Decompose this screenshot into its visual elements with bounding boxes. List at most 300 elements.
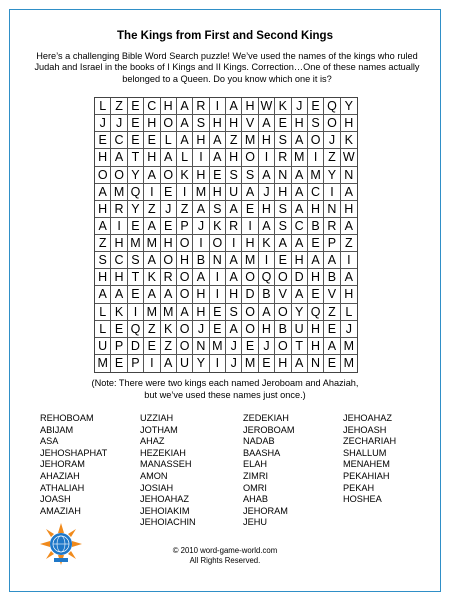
word-list-item: SHALLUM [343,447,387,458]
grid-cell[interactable]: K [341,132,357,149]
grid-cell[interactable]: A [193,201,209,218]
grid-cell[interactable]: P [128,355,144,372]
grid-cell[interactable]: Z [95,235,111,252]
grid-cell[interactable]: O [161,167,177,184]
grid-cell[interactable]: Q [324,98,340,115]
grid-cell[interactable]: E [144,132,160,149]
word-list-column-2 [140,413,196,529]
grid-cell[interactable]: I [144,184,160,201]
word-list-item: JEHOIAKIM [140,505,190,516]
grid-cell[interactable]: Z [324,304,340,321]
grid-cell[interactable]: C [308,184,324,201]
grid-cell[interactable]: B [324,269,340,286]
grid-cell[interactable]: M [210,338,226,355]
grid-cell[interactable]: V [275,286,291,303]
grid-cell[interactable]: W [341,149,357,166]
grid-cell[interactable]: K [259,235,275,252]
grid-cell[interactable]: Y [292,304,308,321]
grid-cell[interactable]: S [275,201,291,218]
grid-cell[interactable]: C [111,252,127,269]
grid-cell[interactable]: O [242,321,258,338]
grid-cell[interactable]: U [226,184,242,201]
grid-cell[interactable]: I [324,184,340,201]
grid-cell[interactable]: O [177,286,193,303]
grid-cell[interactable]: E [242,338,258,355]
grid-cell[interactable]: H [341,286,357,303]
grid-cell[interactable]: E [275,252,291,269]
grid-cell[interactable]: A [292,286,308,303]
word-list-item: AHAB [243,494,269,505]
grid-cell[interactable]: P [324,235,340,252]
grid-cell[interactable]: A [161,149,177,166]
grid-cell[interactable]: A [259,304,275,321]
grid-cell[interactable]: Q [128,321,144,338]
grid-cell[interactable]: C [144,98,160,115]
grid-cell[interactable]: A [259,218,275,235]
grid-cell[interactable]: I [210,98,226,115]
grid-cell[interactable]: O [308,132,324,149]
grid-cell[interactable]: H [210,184,226,201]
grid-cell[interactable]: T [128,269,144,286]
grid-cell[interactable]: D [128,338,144,355]
note-line-2: but we’ve used these names just once.) [144,389,306,400]
grid-cell[interactable]: H [111,269,127,286]
grid-cell[interactable]: E [111,355,127,372]
grid-cell[interactable]: H [292,115,308,132]
grid-cell[interactable]: O [275,304,291,321]
grid-cell[interactable]: A [177,115,193,132]
grid-cell[interactable]: E [161,184,177,201]
grid-cell[interactable]: H [161,235,177,252]
grid-cell[interactable]: A [210,132,226,149]
grid-cell[interactable]: E [128,218,144,235]
grid-cell[interactable]: H [144,115,160,132]
word-list-item: ABIJAM [40,424,74,435]
grid-cell[interactable]: E [210,304,226,321]
word-list-item: ZECHARIAH [343,436,397,447]
grid-cell[interactable]: Y [128,201,144,218]
grid-cell[interactable]: A [292,235,308,252]
grid-cell[interactable]: Q [259,269,275,286]
grid-cell[interactable]: L [95,321,111,338]
grid-cell[interactable]: I [210,355,226,372]
grid-cell[interactable]: E [324,321,340,338]
grid-cell[interactable]: H [242,98,258,115]
grid-cell[interactable]: I [259,149,275,166]
word-list-item: JOSIAH [140,482,174,493]
grid-cell[interactable]: A [144,218,160,235]
grid-cell[interactable]: E [161,218,177,235]
grid-cell[interactable]: J [226,338,242,355]
grid-cell[interactable]: U [177,355,193,372]
grid-cell[interactable]: S [193,115,209,132]
grid-cell[interactable]: J [324,132,340,149]
grid-cell[interactable]: A [177,132,193,149]
grid-cell[interactable]: D [292,269,308,286]
grid-cell[interactable]: O [242,304,258,321]
grid-cell[interactable]: J [341,321,357,338]
grid-cell[interactable]: E [259,355,275,372]
grid-cell[interactable]: H [226,115,242,132]
grid-cell[interactable]: O [177,269,193,286]
grid-cell[interactable]: E [308,235,324,252]
footer [0,546,450,566]
grid-cell[interactable]: I [210,269,226,286]
grid-cell[interactable]: A [161,355,177,372]
word-list-item: JOTHAM [140,424,178,435]
grid-cell[interactable]: T [128,149,144,166]
grid-cell[interactable]: M [144,304,160,321]
grid-cell[interactable]: B [193,252,209,269]
grid-cell[interactable]: A [341,184,357,201]
grid-cell[interactable]: S [226,167,242,184]
grid-cell[interactable]: S [128,252,144,269]
grid-cell[interactable]: M [343,356,355,371]
grid-cell[interactable]: K [111,304,127,321]
grid-cell[interactable]: K [275,98,291,115]
grid-cell[interactable]: P [177,218,193,235]
grid-cell[interactable]: H [308,321,324,338]
grid-cell[interactable]: K [177,167,193,184]
grid-cell[interactable]: H [259,321,275,338]
word-list-item: JEROBOAM [243,424,295,435]
grid-cell[interactable]: J [259,338,275,355]
grid-cell[interactable]: E [95,132,111,149]
grid-cell[interactable]: J [111,115,127,132]
grid-cell[interactable]: H [341,115,357,132]
grid-cell[interactable]: H [308,201,324,218]
grid-cell[interactable]: O [95,167,111,184]
grid-cell[interactable]: H [226,286,242,303]
word-list-item: PEKAH [343,482,375,493]
word-list-item: JEHOSHAPHAT [40,447,108,458]
grid-cell[interactable]: M [292,149,308,166]
grid-cell[interactable]: S [210,201,226,218]
word-list-item: MENAHEM [343,459,390,470]
grid-cell[interactable]: E [111,321,127,338]
grid-cell[interactable]: A [193,269,209,286]
grid-cell[interactable]: O [177,321,193,338]
grid-cell[interactable]: H [275,184,291,201]
grid-cell[interactable]: P [111,338,127,355]
grid-cell[interactable]: M [144,235,160,252]
grid-cell[interactable]: J [95,115,111,132]
grid-cell[interactable]: U [95,338,111,355]
grid-cell[interactable]: A [292,355,308,372]
grid-cell[interactable]: J [292,98,308,115]
grid-cell[interactable]: Z [161,338,177,355]
word-search-grid [94,97,358,373]
grid-cell[interactable]: J [193,321,209,338]
grid-cell[interactable]: E [308,286,324,303]
grid-cell[interactable]: Z [226,132,242,149]
grid-cell[interactable]: A [95,184,111,201]
grid-cell[interactable]: A [210,149,226,166]
grid-cell[interactable]: Q [128,184,144,201]
grid-cell[interactable]: S [95,252,111,269]
grid-cell[interactable]: H [95,149,111,166]
grid-cell[interactable]: A [226,252,242,269]
word-list-item: JEHORAM [243,505,288,516]
grid-cell[interactable]: K [161,321,177,338]
grid-cell[interactable]: N [275,167,291,184]
grid-cell[interactable]: M [242,132,258,149]
word-list-item: JEHU [243,517,267,528]
grid-cell[interactable]: J [193,218,209,235]
grid-cell[interactable]: Z [324,149,340,166]
grid-cell[interactable]: I [341,252,357,269]
grid-cell[interactable]: L [95,98,111,115]
grid-cell[interactable]: Z [341,235,357,252]
grid-cell[interactable]: A [95,218,111,235]
grid-cell[interactable]: Z [144,201,160,218]
grid-cell[interactable]: A [308,252,324,269]
grid-cell[interactable]: Y [324,167,340,184]
grid-cell[interactable]: E [144,338,160,355]
grid-cell[interactable]: S [275,218,291,235]
grid-cell[interactable]: H [193,132,209,149]
grid-cell[interactable]: A [144,167,160,184]
word-list-item: AMON [140,470,168,481]
grid-cell[interactable]: S [226,304,242,321]
grid-cell[interactable]: A [226,201,242,218]
grid-cell[interactable]: O [275,269,291,286]
grid-cell[interactable]: E [128,286,144,303]
grid-cell[interactable]: Z [177,201,193,218]
grid-cell[interactable]: E [210,167,226,184]
grid-cell[interactable]: H [144,149,160,166]
word-list-item: UZZIAH [140,413,174,423]
grid-cell[interactable]: A [341,269,357,286]
grid-cell[interactable]: A [341,218,357,235]
grid-cell[interactable]: Y [128,167,144,184]
grid-cell[interactable]: I [226,235,242,252]
grid-cell[interactable]: S [308,115,324,132]
word-list-item: JEHOASH [343,424,387,435]
grid-cell[interactable]: A [226,269,242,286]
word-list-item: ZIMRI [243,470,269,481]
grid-cell[interactable]: M [242,355,258,372]
grid-cell[interactable]: M [193,184,209,201]
grid-cell[interactable]: A [242,184,258,201]
grid-cell[interactable]: M [111,184,127,201]
grid-cell[interactable]: A [144,286,160,303]
grid-cell[interactable]: A [161,286,177,303]
grid-cell[interactable]: A [226,321,242,338]
word-list-item: ZEDEKIAH [243,413,289,423]
grid-cell[interactable]: R [111,201,127,218]
grid-cell[interactable]: A [226,98,242,115]
grid-cell[interactable]: R [161,269,177,286]
grid-cell[interactable]: L [177,149,193,166]
grid-cell[interactable]: E [210,321,226,338]
grid-cell[interactable]: R [226,218,242,235]
word-list-item: HOSHEA [343,494,382,505]
grid-cell[interactable]: L [95,304,111,321]
grid-cell[interactable]: H [161,98,177,115]
grid-cell[interactable]: H [308,338,324,355]
grid-cell[interactable]: S [275,132,291,149]
grid-cell[interactable]: A [292,167,308,184]
grid-cell[interactable]: Z [144,321,160,338]
grid-cell[interactable]: H [95,201,111,218]
word-list-item: OMRI [243,482,267,493]
grid-cell[interactable]: A [292,132,308,149]
grid-cell[interactable]: Q [308,304,324,321]
grid-cell[interactable]: A [292,184,308,201]
word-list-item: JEHOAHAZ [140,494,190,505]
word-list-item: ATHALIAH [40,482,85,493]
grid-cell[interactable]: V [242,115,258,132]
grid-cell[interactable]: B [308,218,324,235]
grid-cell[interactable]: J [226,355,242,372]
grid-cell[interactable]: E [128,115,144,132]
grid-cell[interactable]: K [144,269,160,286]
grid-cell[interactable]: A [177,98,193,115]
grid-cell[interactable]: N [193,338,209,355]
grid-cell[interactable]: A [95,286,111,303]
grid-cell[interactable]: H [111,235,127,252]
word-list-item: BAASHA [243,447,281,458]
grid-cell[interactable]: O [210,235,226,252]
rights-reserved: All Rights Reserved. [189,556,261,565]
grid-cell[interactable]: M [161,304,177,321]
grid-cell[interactable]: O [242,149,258,166]
grid-cell[interactable]: C [292,218,308,235]
note-line-1: (Note: There were two kings each named Jeroboam and Ahaziah, [91,378,359,388]
grid-cell[interactable]: O [177,338,193,355]
grid-cell[interactable]: H [193,167,209,184]
word-list-item: REHOBOAM [40,413,94,423]
grid-cell[interactable]: N [308,355,324,372]
grid-cell[interactable]: H [259,132,275,149]
grid-cell[interactable]: O [111,167,127,184]
grid-cell[interactable]: O [275,338,291,355]
grid-cell[interactable]: H [193,304,209,321]
grid-cell[interactable]: M [128,235,144,252]
grid-cell[interactable]: R [275,149,291,166]
grid-cell[interactable]: Z [111,98,127,115]
grid-cell[interactable]: I [111,218,127,235]
grid-cell[interactable]: S [242,167,258,184]
grid-cell[interactable]: I [193,235,209,252]
grid-cell[interactable]: H [226,149,242,166]
grid-cell[interactable]: Y [193,355,209,372]
grid-cell[interactable]: H [193,286,209,303]
grid-cell[interactable]: M [95,355,111,372]
word-list-item: AHAZ [140,436,165,447]
grid-cell[interactable]: M [242,252,258,269]
grid-cell[interactable]: A [275,235,291,252]
grid-cell[interactable]: H [292,252,308,269]
grid-cell[interactable]: J [259,184,275,201]
grid-cell[interactable]: A [324,252,340,269]
grid-cell[interactable]: H [242,235,258,252]
word-list-column-4 [343,413,396,506]
grid-cell[interactable]: O [324,115,340,132]
grid-cell[interactable]: I [210,286,226,303]
grid-cell[interactable]: A [111,286,127,303]
intro-text: Here’s a challenging Bible Word Search puzzle! We’ve used the names of the kings who ruled Judah and Israel in the books of I Kings and II Kings. Correction…One of these names actually belonged to a Queen. Do you know which one it is? [34,51,420,84]
grid-cell[interactable]: A [259,167,275,184]
grid-cell[interactable]: M [341,338,357,355]
grid-cell[interactable]: E [128,98,144,115]
grid-cell[interactable]: E [242,201,258,218]
grid-cell[interactable]: A [259,115,275,132]
grid-cell[interactable]: A [292,201,308,218]
copyright: © 2010 word-game-world.com [172,546,278,555]
grid-cell[interactable]: I [193,149,209,166]
grid-cell[interactable]: K [210,218,226,235]
grid-cell[interactable]: D [242,286,258,303]
grid-cell[interactable]: H [341,201,357,218]
word-list-item: AHAZIAH [40,470,80,481]
grid-cell[interactable]: J [161,201,177,218]
grid-cell[interactable]: A [144,252,160,269]
grid-cell[interactable]: H [210,115,226,132]
grid-cell[interactable]: E [128,132,144,149]
grid-cell[interactable]: H [177,252,193,269]
grid-cell[interactable]: A [111,149,127,166]
grid-cell[interactable]: B [259,286,275,303]
grid-cell[interactable]: I [308,149,324,166]
grid-cell[interactable]: H [275,355,291,372]
grid-cell[interactable]: B [275,321,291,338]
grid-cell[interactable]: N [324,201,340,218]
word-list-item: JEHORAM [40,459,85,470]
grid-cell[interactable]: O [161,115,177,132]
grid-cell[interactable]: I [242,218,258,235]
word-list-item: HEZEKIAH [140,447,186,458]
grid-cell[interactable]: I [144,355,160,372]
grid-cell[interactable]: N [341,167,357,184]
grid-cell[interactable]: L [161,132,177,149]
grid-cell[interactable]: E [308,98,324,115]
grid-cell[interactable]: W [259,98,275,115]
word-list-item: JEHOIACHIN [140,517,196,528]
word-list-item: NADAB [243,436,275,447]
grid-cell[interactable]: H [259,201,275,218]
grid-cell[interactable]: I [259,252,275,269]
grid-cell[interactable]: T [292,338,308,355]
grid-cell[interactable]: M [308,167,324,184]
grid-cell[interactable]: A [177,304,193,321]
word-list-column-1 [40,413,107,517]
grid-cell[interactable]: N [210,252,226,269]
grid-cell[interactable]: V [324,286,340,303]
page-title: The Kings from First and Second Kings [117,30,333,42]
grid-cell[interactable]: O [161,252,177,269]
grid-cell[interactable]: U [292,321,308,338]
grid-cell[interactable]: I [177,184,193,201]
grid-cell[interactable]: A [324,338,340,355]
grid-cell[interactable]: H [308,269,324,286]
grid-cell[interactable]: E [324,355,340,372]
grid-cell[interactable]: Y [341,98,357,115]
grid-cell[interactable]: E [275,115,291,132]
note [0,378,450,401]
grid-cell[interactable]: L [341,304,357,321]
grid-cell[interactable]: I [128,304,144,321]
grid-cell[interactable]: R [324,218,340,235]
grid-cell[interactable]: C [111,132,127,149]
grid-cell[interactable]: O [242,269,258,286]
word-list-item: ELAH [243,459,268,470]
word-list-item: JOASH [40,494,71,505]
grid-cell[interactable]: H [95,269,111,286]
grid-cell[interactable]: O [177,235,193,252]
grid-cell[interactable]: R [193,98,209,115]
